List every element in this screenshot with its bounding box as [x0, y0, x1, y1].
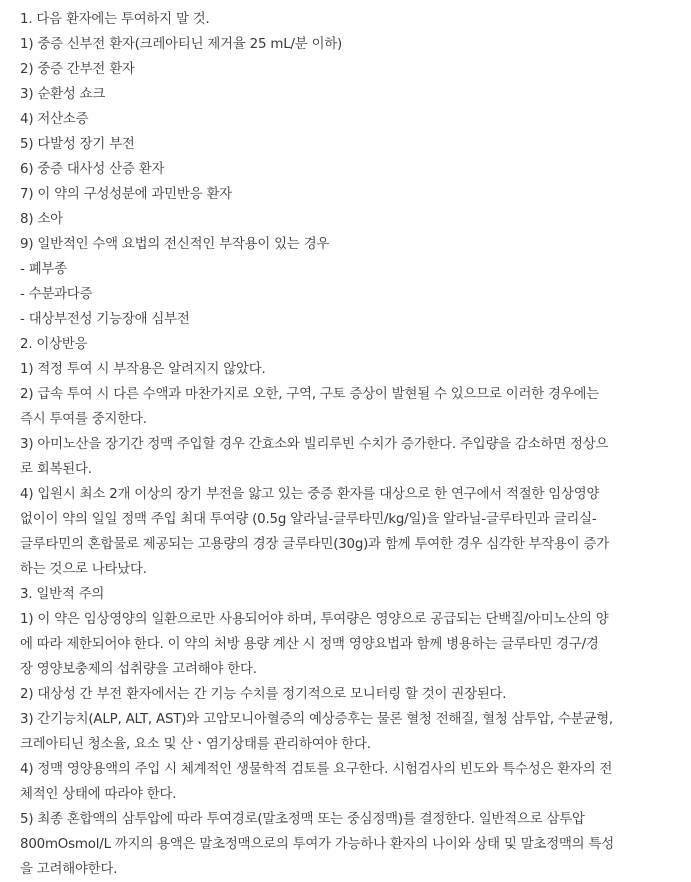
- list-item-continuation: 800mOsmol/L 까지의 용액은 말초정맥으로의 투여가 가능하나 환자의 나이와 상태 및 말초정맥의 특성: [20, 837, 614, 852]
- list-item: 5) 최종 혼합액의 삼투압에 따라 투여경로(말초정맥 또는 중심정맥)를 결정한다. 일반적으로 삼투압: [20, 812, 585, 827]
- list-item: 3) 간기능치(ALP, ALT, AST)와 고암모니아혈증의 예상증후는 물론 혈청 전해질, 혈청 삼투압, 수분균형,: [20, 712, 613, 727]
- sub-list-item: - 수분과다증: [20, 287, 93, 302]
- list-item: 5) 다발성 장기 부전: [20, 137, 135, 152]
- sub-list-item: - 폐부종: [20, 262, 67, 277]
- list-item: 1) 이 약은 임상영양의 일환으로만 사용되어야 하며, 투여량은 영양으로 공급되는 단백질/아미노산의 양: [20, 612, 609, 627]
- list-item: 4) 입원시 최소 2개 이상의 장기 부전을 앓고 있는 중증 환자를 대상으로 한 연구에서 적절한 임상영양: [20, 487, 600, 502]
- list-item: 3) 순환성 쇼크: [20, 87, 106, 102]
- list-item: 4) 정맥 영양용액의 주입 시 체계적인 생물학적 검토를 요구한다. 시험검사의 빈도와 특수성은 환자의 전: [20, 762, 613, 777]
- list-item-continuation: 체적인 상태에 따라야 한다.: [20, 787, 177, 802]
- list-item: 4) 저산소증: [20, 112, 89, 127]
- list-item-continuation: 장 영양보충제의 섭취량을 고려해야 한다.: [20, 662, 257, 677]
- list-item-continuation: 로 회복된다.: [20, 462, 92, 477]
- list-item: 3) 아미노산을 장기간 정맥 주입할 경우 간효소와 빌리루빈 수치가 증가한다. 주입량을 감소하면 정상으: [20, 437, 609, 452]
- section-heading-adverse-reactions: 2. 이상반응: [20, 337, 88, 352]
- list-item: 7) 이 약의 구성성분에 과민반응 환자: [20, 187, 232, 202]
- list-item-continuation: 크레아티닌 청소율, 요소 및 산ㆍ염기상태를 관리하여야 한다.: [20, 737, 371, 752]
- list-item: 1) 적정 투여 시 부작용은 알려지지 않았다.: [20, 362, 266, 377]
- list-item: 2) 중증 간부전 환자: [20, 62, 135, 77]
- list-item: 1) 중증 신부전 환자(크레아티닌 제거율 25 mL/분 이하): [20, 37, 343, 52]
- list-item: 8) 소아: [20, 212, 63, 227]
- list-item-continuation: 즉시 투여를 중지한다.: [20, 412, 147, 427]
- list-item-continuation: 에 따라 제한되어야 한다. 이 약의 처방 용량 계산 시 정맥 영양요법과 함께 병용하는 글루타민 경구/경: [20, 637, 599, 652]
- list-item: 6) 중증 대사성 산증 환자: [20, 162, 165, 177]
- list-item-continuation: 을 고려해야한다.: [20, 862, 118, 877]
- list-item: 2) 대상성 간 부전 환자에서는 간 기능 수치를 정기적으로 모니터링 할 것이 권장된다.: [20, 687, 507, 702]
- sub-list-item: - 대상부전성 기능장애 심부전: [20, 312, 190, 327]
- list-item: 9) 일반적인 수액 요법의 전신적인 부작용이 있는 경우: [20, 237, 330, 252]
- list-item-continuation: 없이이 약의 일일 정맥 주입 최대 투여량 (0.5g 알라닐-글루타민/kg/일)을 알라닐-글루타민과 글리실-: [20, 512, 597, 527]
- section-heading-contraindications: 1. 다음 환자에는 투여하지 말 것.: [20, 12, 210, 27]
- list-item: 2) 급속 투여 시 다른 수액과 마찬가지로 오한, 구역, 구토 증상이 발현될 수 있으므로 이러한 경우에는: [20, 387, 599, 402]
- section-heading-general-precautions: 3. 일반적 주의: [20, 587, 105, 602]
- list-item-continuation: 글루타민의 혼합물로 제공되는 고용량의 경장 글루타민(30g)과 함께 투여한 경우 심각한 부작용이 증가: [20, 537, 610, 552]
- list-item-continuation: 하는 것으로 나타났다.: [20, 562, 147, 577]
